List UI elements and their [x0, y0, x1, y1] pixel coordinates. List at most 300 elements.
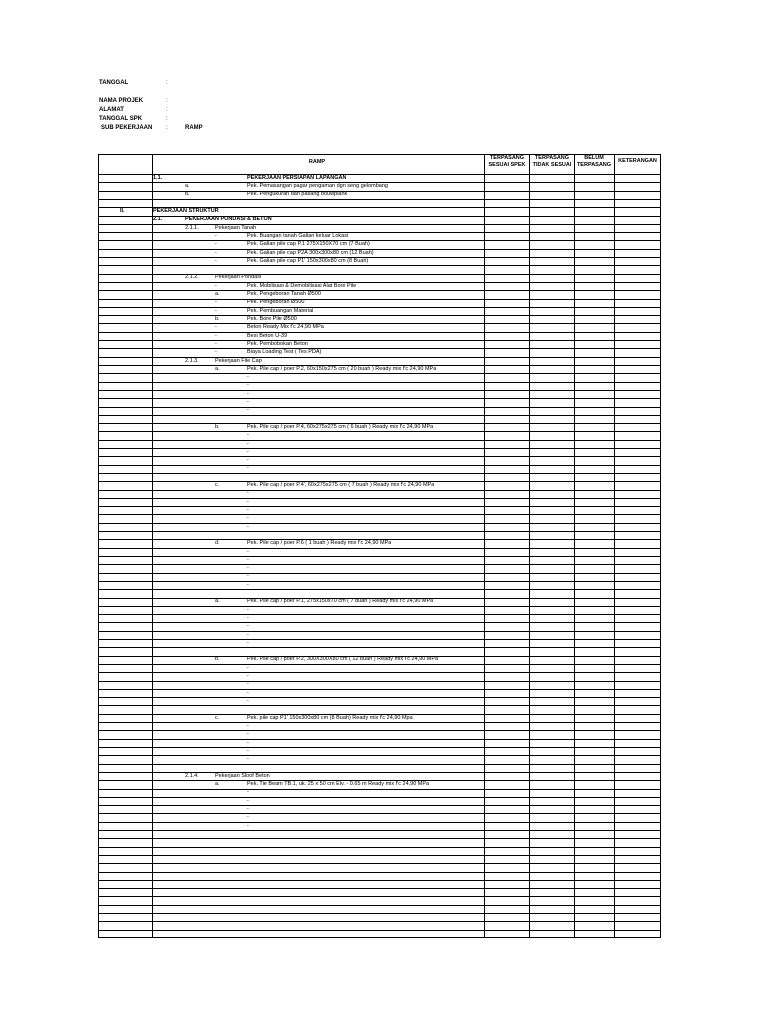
keterangan-cell[interactable] [615, 540, 660, 547]
check-tidak-sesuai[interactable] [530, 640, 573, 647]
check-sesuai-spek[interactable] [485, 682, 528, 689]
keterangan-cell[interactable] [615, 897, 660, 904]
check-tidak-sesuai[interactable] [530, 922, 573, 929]
check-tidak-sesuai[interactable] [530, 723, 573, 730]
check-belum-terpasang[interactable] [575, 266, 613, 273]
check-belum-terpasang[interactable] [575, 599, 613, 606]
check-tidak-sesuai[interactable] [530, 208, 573, 215]
check-sesuai-spek[interactable] [485, 316, 528, 323]
check-sesuai-spek[interactable] [485, 731, 528, 738]
keterangan-cell[interactable] [615, 532, 660, 539]
check-tidak-sesuai[interactable] [530, 814, 573, 821]
check-tidak-sesuai[interactable] [530, 665, 573, 672]
keterangan-cell[interactable] [615, 682, 660, 689]
check-sesuai-spek[interactable] [485, 507, 528, 514]
check-belum-terpasang[interactable] [575, 673, 613, 680]
keterangan-cell[interactable] [615, 839, 660, 846]
check-belum-terpasang[interactable] [575, 557, 613, 564]
keterangan-cell[interactable] [615, 889, 660, 896]
check-belum-terpasang[interactable] [575, 457, 613, 464]
keterangan-cell[interactable] [615, 424, 660, 431]
keterangan-cell[interactable] [615, 316, 660, 323]
check-belum-terpasang[interactable] [575, 781, 613, 788]
check-sesuai-spek[interactable] [485, 873, 528, 880]
check-sesuai-spek[interactable] [485, 349, 528, 356]
keterangan-cell[interactable] [615, 848, 660, 855]
check-belum-terpasang[interactable] [575, 482, 613, 489]
check-sesuai-spek[interactable] [485, 814, 528, 821]
check-tidak-sesuai[interactable] [530, 291, 573, 298]
keterangan-cell[interactable] [615, 790, 660, 797]
check-sesuai-spek[interactable] [485, 773, 528, 780]
check-sesuai-spek[interactable] [485, 881, 528, 888]
check-sesuai-spek[interactable] [485, 765, 528, 772]
check-tidak-sesuai[interactable] [530, 432, 573, 439]
check-tidak-sesuai[interactable] [530, 225, 573, 232]
check-sesuai-spek[interactable] [485, 565, 528, 572]
check-tidak-sesuai[interactable] [530, 864, 573, 871]
check-tidak-sesuai[interactable] [530, 590, 573, 597]
keterangan-cell[interactable] [615, 241, 660, 248]
check-tidak-sesuai[interactable] [530, 383, 573, 390]
check-sesuai-spek[interactable] [485, 906, 528, 913]
check-belum-terpasang[interactable] [575, 723, 613, 730]
check-tidak-sesuai[interactable] [530, 623, 573, 630]
keterangan-cell[interactable] [615, 856, 660, 863]
keterangan-cell[interactable] [615, 864, 660, 871]
check-belum-terpasang[interactable] [575, 881, 613, 888]
keterangan-cell[interactable] [615, 823, 660, 830]
check-belum-terpasang[interactable] [575, 416, 613, 423]
check-belum-terpasang[interactable] [575, 657, 613, 664]
check-belum-terpasang[interactable] [575, 432, 613, 439]
check-tidak-sesuai[interactable] [530, 615, 573, 622]
keterangan-cell[interactable] [615, 582, 660, 589]
check-tidak-sesuai[interactable] [530, 324, 573, 331]
keterangan-cell[interactable] [615, 748, 660, 755]
check-belum-terpasang[interactable] [575, 524, 613, 531]
check-tidak-sesuai[interactable] [530, 250, 573, 257]
keterangan-cell[interactable] [615, 482, 660, 489]
check-tidak-sesuai[interactable] [530, 449, 573, 456]
check-belum-terpasang[interactable] [575, 192, 613, 199]
check-tidak-sesuai[interactable] [530, 549, 573, 556]
check-sesuai-spek[interactable] [485, 275, 528, 282]
check-belum-terpasang[interactable] [575, 864, 613, 871]
check-belum-terpasang[interactable] [575, 183, 613, 190]
check-sesuai-spek[interactable] [485, 291, 528, 298]
keterangan-cell[interactable] [615, 640, 660, 647]
keterangan-cell[interactable] [615, 906, 660, 913]
check-sesuai-spek[interactable] [485, 715, 528, 722]
check-tidak-sesuai[interactable] [530, 532, 573, 539]
keterangan-cell[interactable] [615, 374, 660, 381]
keterangan-cell[interactable] [615, 491, 660, 498]
check-belum-terpasang[interactable] [575, 341, 613, 348]
check-tidak-sesuai[interactable] [530, 565, 573, 572]
check-belum-terpasang[interactable] [575, 374, 613, 381]
check-sesuai-spek[interactable] [485, 432, 528, 439]
keterangan-cell[interactable] [615, 831, 660, 838]
check-sesuai-spek[interactable] [485, 308, 528, 315]
check-belum-terpasang[interactable] [575, 615, 613, 622]
check-belum-terpasang[interactable] [575, 208, 613, 215]
check-belum-terpasang[interactable] [575, 399, 613, 406]
check-tidak-sesuai[interactable] [530, 673, 573, 680]
keterangan-cell[interactable] [615, 698, 660, 705]
check-belum-terpasang[interactable] [575, 632, 613, 639]
keterangan-cell[interactable] [615, 300, 660, 307]
check-sesuai-spek[interactable] [485, 192, 528, 199]
check-belum-terpasang[interactable] [575, 731, 613, 738]
check-tidak-sesuai[interactable] [530, 889, 573, 896]
check-sesuai-spek[interactable] [485, 632, 528, 639]
keterangan-cell[interactable] [615, 590, 660, 597]
check-sesuai-spek[interactable] [485, 208, 528, 215]
keterangan-cell[interactable] [615, 175, 660, 182]
keterangan-cell[interactable] [615, 798, 660, 805]
check-belum-terpasang[interactable] [575, 233, 613, 240]
check-sesuai-spek[interactable] [485, 706, 528, 713]
check-sesuai-spek[interactable] [485, 358, 528, 365]
check-tidak-sesuai[interactable] [530, 715, 573, 722]
check-tidak-sesuai[interactable] [530, 183, 573, 190]
keterangan-cell[interactable] [615, 200, 660, 207]
check-belum-terpasang[interactable] [575, 466, 613, 473]
check-tidak-sesuai[interactable] [530, 731, 573, 738]
check-sesuai-spek[interactable] [485, 756, 528, 763]
check-belum-terpasang[interactable] [575, 349, 613, 356]
check-belum-terpasang[interactable] [575, 748, 613, 755]
check-belum-terpasang[interactable] [575, 922, 613, 929]
check-belum-terpasang[interactable] [575, 175, 613, 182]
check-belum-terpasang[interactable] [575, 897, 613, 904]
keterangan-cell[interactable] [615, 266, 660, 273]
check-sesuai-spek[interactable] [485, 540, 528, 547]
check-sesuai-spek[interactable] [485, 200, 528, 207]
check-belum-terpasang[interactable] [575, 698, 613, 705]
check-belum-terpasang[interactable] [575, 333, 613, 340]
keterangan-cell[interactable] [615, 283, 660, 290]
check-sesuai-spek[interactable] [485, 183, 528, 190]
keterangan-cell[interactable] [615, 549, 660, 556]
check-belum-terpasang[interactable] [575, 225, 613, 232]
check-tidak-sesuai[interactable] [530, 283, 573, 290]
keterangan-cell[interactable] [615, 333, 660, 340]
check-belum-terpasang[interactable] [575, 790, 613, 797]
keterangan-cell[interactable] [615, 416, 660, 423]
check-sesuai-spek[interactable] [485, 391, 528, 398]
check-belum-terpasang[interactable] [575, 715, 613, 722]
check-sesuai-spek[interactable] [485, 524, 528, 531]
check-sesuai-spek[interactable] [485, 449, 528, 456]
keterangan-cell[interactable] [615, 324, 660, 331]
keterangan-cell[interactable] [615, 208, 660, 215]
check-tidak-sesuai[interactable] [530, 258, 573, 265]
check-belum-terpasang[interactable] [575, 856, 613, 863]
keterangan-cell[interactable] [615, 341, 660, 348]
check-sesuai-spek[interactable] [485, 250, 528, 257]
check-tidak-sesuai[interactable] [530, 574, 573, 581]
keterangan-cell[interactable] [615, 565, 660, 572]
check-belum-terpasang[interactable] [575, 358, 613, 365]
keterangan-cell[interactable] [615, 457, 660, 464]
check-tidak-sesuai[interactable] [530, 424, 573, 431]
check-sesuai-spek[interactable] [485, 897, 528, 904]
keterangan-cell[interactable] [615, 723, 660, 730]
check-tidak-sesuai[interactable] [530, 233, 573, 240]
check-sesuai-spek[interactable] [485, 341, 528, 348]
check-tidak-sesuai[interactable] [530, 790, 573, 797]
check-tidak-sesuai[interactable] [530, 217, 573, 224]
check-sesuai-spek[interactable] [485, 424, 528, 431]
check-sesuai-spek[interactable] [485, 474, 528, 481]
check-tidak-sesuai[interactable] [530, 914, 573, 921]
check-belum-terpasang[interactable] [575, 241, 613, 248]
keterangan-cell[interactable] [615, 217, 660, 224]
check-tidak-sesuai[interactable] [530, 756, 573, 763]
check-sesuai-spek[interactable] [485, 690, 528, 697]
check-tidak-sesuai[interactable] [530, 599, 573, 606]
check-belum-terpasang[interactable] [575, 706, 613, 713]
keterangan-cell[interactable] [615, 499, 660, 506]
check-tidak-sesuai[interactable] [530, 192, 573, 199]
check-tidak-sesuai[interactable] [530, 607, 573, 614]
keterangan-cell[interactable] [615, 366, 660, 373]
check-belum-terpasang[interactable] [575, 217, 613, 224]
check-belum-terpasang[interactable] [575, 690, 613, 697]
check-sesuai-spek[interactable] [485, 648, 528, 655]
check-belum-terpasang[interactable] [575, 665, 613, 672]
keterangan-cell[interactable] [615, 922, 660, 929]
check-belum-terpasang[interactable] [575, 740, 613, 747]
check-belum-terpasang[interactable] [575, 648, 613, 655]
check-tidak-sesuai[interactable] [530, 266, 573, 273]
keterangan-cell[interactable] [615, 391, 660, 398]
check-tidak-sesuai[interactable] [530, 698, 573, 705]
check-tidak-sesuai[interactable] [530, 175, 573, 182]
keterangan-cell[interactable] [615, 781, 660, 788]
check-sesuai-spek[interactable] [485, 175, 528, 182]
keterangan-cell[interactable] [615, 432, 660, 439]
check-belum-terpasang[interactable] [575, 823, 613, 830]
check-sesuai-spek[interactable] [485, 740, 528, 747]
keterangan-cell[interactable] [615, 814, 660, 821]
check-tidak-sesuai[interactable] [530, 690, 573, 697]
keterangan-cell[interactable] [615, 408, 660, 415]
check-tidak-sesuai[interactable] [530, 275, 573, 282]
check-belum-terpasang[interactable] [575, 408, 613, 415]
check-tidak-sesuai[interactable] [530, 773, 573, 780]
check-sesuai-spek[interactable] [485, 574, 528, 581]
keterangan-cell[interactable] [615, 615, 660, 622]
check-sesuai-spek[interactable] [485, 673, 528, 680]
keterangan-cell[interactable] [615, 507, 660, 514]
keterangan-cell[interactable] [615, 474, 660, 481]
keterangan-cell[interactable] [615, 349, 660, 356]
check-sesuai-spek[interactable] [485, 889, 528, 896]
check-tidak-sesuai[interactable] [530, 897, 573, 904]
check-sesuai-spek[interactable] [485, 233, 528, 240]
check-belum-terpasang[interactable] [575, 424, 613, 431]
check-sesuai-spek[interactable] [485, 499, 528, 506]
check-sesuai-spek[interactable] [485, 532, 528, 539]
check-tidak-sesuai[interactable] [530, 441, 573, 448]
keterangan-cell[interactable] [615, 657, 660, 664]
check-tidak-sesuai[interactable] [530, 316, 573, 323]
check-sesuai-spek[interactable] [485, 333, 528, 340]
check-belum-terpasang[interactable] [575, 889, 613, 896]
check-belum-terpasang[interactable] [575, 324, 613, 331]
check-tidak-sesuai[interactable] [530, 482, 573, 489]
check-belum-terpasang[interactable] [575, 831, 613, 838]
check-tidak-sesuai[interactable] [530, 748, 573, 755]
check-belum-terpasang[interactable] [575, 366, 613, 373]
check-tidak-sesuai[interactable] [530, 823, 573, 830]
check-belum-terpasang[interactable] [575, 623, 613, 630]
keterangan-cell[interactable] [615, 183, 660, 190]
check-belum-terpasang[interactable] [575, 275, 613, 282]
check-belum-terpasang[interactable] [575, 582, 613, 589]
check-sesuai-spek[interactable] [485, 441, 528, 448]
check-belum-terpasang[interactable] [575, 474, 613, 481]
check-tidak-sesuai[interactable] [530, 831, 573, 838]
keterangan-cell[interactable] [615, 275, 660, 282]
check-tidak-sesuai[interactable] [530, 308, 573, 315]
check-sesuai-spek[interactable] [485, 300, 528, 307]
keterangan-cell[interactable] [615, 765, 660, 772]
check-belum-terpasang[interactable] [575, 682, 613, 689]
check-sesuai-spek[interactable] [485, 590, 528, 597]
keterangan-cell[interactable] [615, 706, 660, 713]
check-sesuai-spek[interactable] [485, 324, 528, 331]
check-tidak-sesuai[interactable] [530, 200, 573, 207]
check-sesuai-spek[interactable] [485, 665, 528, 672]
keterangan-cell[interactable] [615, 441, 660, 448]
check-belum-terpasang[interactable] [575, 590, 613, 597]
check-tidak-sesuai[interactable] [530, 781, 573, 788]
check-sesuai-spek[interactable] [485, 922, 528, 929]
check-belum-terpasang[interactable] [575, 565, 613, 572]
check-belum-terpasang[interactable] [575, 291, 613, 298]
check-tidak-sesuai[interactable] [530, 333, 573, 340]
check-sesuai-spek[interactable] [485, 723, 528, 730]
check-tidak-sesuai[interactable] [530, 457, 573, 464]
keterangan-cell[interactable] [615, 574, 660, 581]
check-tidak-sesuai[interactable] [530, 399, 573, 406]
check-sesuai-spek[interactable] [485, 408, 528, 415]
check-tidak-sesuai[interactable] [530, 798, 573, 805]
check-tidak-sesuai[interactable] [530, 499, 573, 506]
check-tidak-sesuai[interactable] [530, 507, 573, 514]
check-sesuai-spek[interactable] [485, 416, 528, 423]
check-belum-terpasang[interactable] [575, 507, 613, 514]
keterangan-cell[interactable] [615, 599, 660, 606]
check-belum-terpasang[interactable] [575, 540, 613, 547]
check-sesuai-spek[interactable] [485, 607, 528, 614]
check-tidak-sesuai[interactable] [530, 416, 573, 423]
check-belum-terpasang[interactable] [575, 773, 613, 780]
check-tidak-sesuai[interactable] [530, 349, 573, 356]
check-sesuai-spek[interactable] [485, 582, 528, 589]
check-sesuai-spek[interactable] [485, 698, 528, 705]
check-belum-terpasang[interactable] [575, 574, 613, 581]
check-belum-terpasang[interactable] [575, 640, 613, 647]
check-tidak-sesuai[interactable] [530, 582, 573, 589]
keterangan-cell[interactable] [615, 291, 660, 298]
check-tidak-sesuai[interactable] [530, 358, 573, 365]
keterangan-cell[interactable] [615, 873, 660, 880]
check-sesuai-spek[interactable] [485, 623, 528, 630]
keterangan-cell[interactable] [615, 914, 660, 921]
check-belum-terpasang[interactable] [575, 499, 613, 506]
check-belum-terpasang[interactable] [575, 391, 613, 398]
keterangan-cell[interactable] [615, 308, 660, 315]
check-tidak-sesuai[interactable] [530, 557, 573, 564]
check-tidak-sesuai[interactable] [530, 856, 573, 863]
check-belum-terpasang[interactable] [575, 814, 613, 821]
check-tidak-sesuai[interactable] [530, 806, 573, 813]
check-sesuai-spek[interactable] [485, 914, 528, 921]
check-sesuai-spek[interactable] [485, 599, 528, 606]
keterangan-cell[interactable] [615, 731, 660, 738]
check-sesuai-spek[interactable] [485, 225, 528, 232]
check-tidak-sesuai[interactable] [530, 873, 573, 880]
check-tidak-sesuai[interactable] [530, 524, 573, 531]
check-belum-terpasang[interactable] [575, 491, 613, 498]
keterangan-cell[interactable] [615, 773, 660, 780]
check-tidak-sesuai[interactable] [530, 466, 573, 473]
check-tidak-sesuai[interactable] [530, 740, 573, 747]
check-belum-terpasang[interactable] [575, 914, 613, 921]
check-sesuai-spek[interactable] [485, 790, 528, 797]
check-tidak-sesuai[interactable] [530, 848, 573, 855]
check-sesuai-spek[interactable] [485, 258, 528, 265]
keterangan-cell[interactable] [615, 756, 660, 763]
check-sesuai-spek[interactable] [485, 557, 528, 564]
check-tidak-sesuai[interactable] [530, 374, 573, 381]
check-sesuai-spek[interactable] [485, 515, 528, 522]
check-belum-terpasang[interactable] [575, 449, 613, 456]
check-sesuai-spek[interactable] [485, 491, 528, 498]
check-sesuai-spek[interactable] [485, 864, 528, 871]
check-belum-terpasang[interactable] [575, 200, 613, 207]
check-tidak-sesuai[interactable] [530, 300, 573, 307]
keterangan-cell[interactable] [615, 881, 660, 888]
check-sesuai-spek[interactable] [485, 823, 528, 830]
check-sesuai-spek[interactable] [485, 848, 528, 855]
check-sesuai-spek[interactable] [485, 640, 528, 647]
check-sesuai-spek[interactable] [485, 374, 528, 381]
keterangan-cell[interactable] [615, 740, 660, 747]
check-belum-terpasang[interactable] [575, 848, 613, 855]
keterangan-cell[interactable] [615, 648, 660, 655]
check-sesuai-spek[interactable] [485, 549, 528, 556]
check-belum-terpasang[interactable] [575, 532, 613, 539]
check-belum-terpasang[interactable] [575, 607, 613, 614]
check-belum-terpasang[interactable] [575, 765, 613, 772]
check-belum-terpasang[interactable] [575, 839, 613, 846]
check-belum-terpasang[interactable] [575, 308, 613, 315]
check-belum-terpasang[interactable] [575, 906, 613, 913]
check-tidak-sesuai[interactable] [530, 839, 573, 846]
check-belum-terpasang[interactable] [575, 250, 613, 257]
check-tidak-sesuai[interactable] [530, 706, 573, 713]
check-sesuai-spek[interactable] [485, 748, 528, 755]
keterangan-cell[interactable] [615, 673, 660, 680]
check-belum-terpasang[interactable] [575, 756, 613, 763]
keterangan-cell[interactable] [615, 358, 660, 365]
